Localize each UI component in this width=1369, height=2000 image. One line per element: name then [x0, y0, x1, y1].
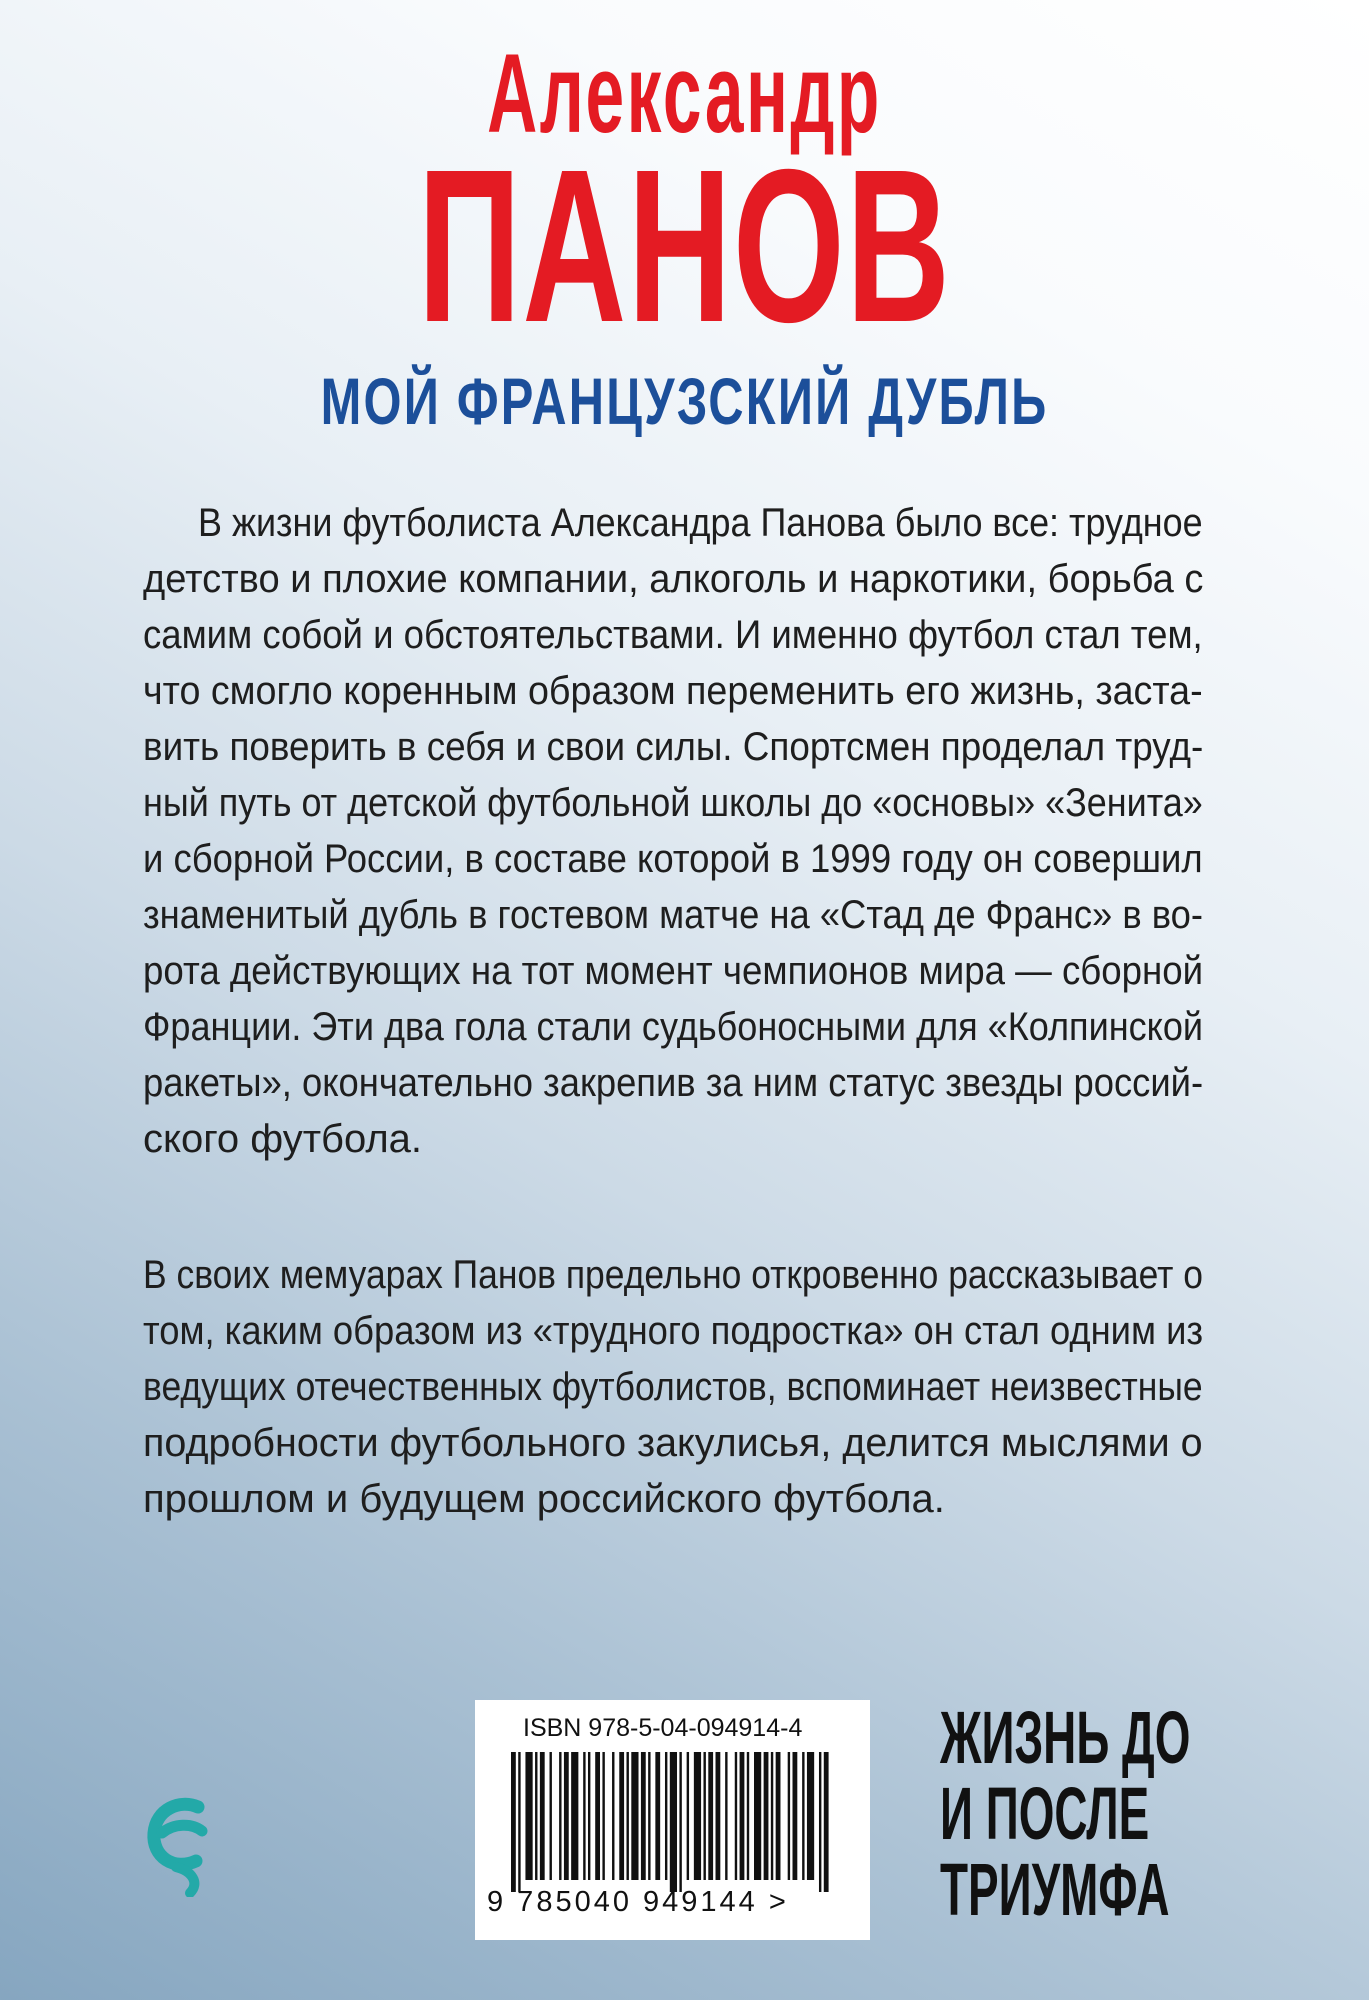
- text-line: прошлом и будущем российского футбола.: [143, 1477, 945, 1521]
- text-line: детство и плохие компании, алкоголь и наркотики, борьба с: [143, 557, 1204, 601]
- author-last-name: ПАНОВ: [417, 125, 952, 368]
- text-line: ный путь от детской футбольной школы до «основы» «Зенита»: [143, 781, 1203, 825]
- barcode-bar: [824, 1752, 829, 1892]
- barcode-icon: [511, 1752, 831, 1892]
- barcode-bar: [716, 1752, 721, 1880]
- barcode-bar: [583, 1752, 585, 1880]
- barcode-bar: [802, 1752, 804, 1880]
- author-first-name: Александр: [487, 31, 882, 156]
- barcode-bar: [588, 1752, 590, 1880]
- barcode-bar: [665, 1752, 667, 1880]
- barcode-bar: [776, 1752, 781, 1880]
- barcode-bar: [740, 1752, 745, 1880]
- publisher-logo-icon: [140, 1787, 220, 1897]
- barcode-bar: [571, 1752, 578, 1880]
- annotation-paragraph-2: [143, 1247, 1203, 1527]
- text-line: ведущих отечественных футболистов, вспоминает неизвестные: [143, 1365, 1203, 1409]
- barcode-bar: [819, 1752, 821, 1892]
- barcode-bar: [694, 1752, 701, 1880]
- isbn-number: ISBN 978-5-04-094914-4: [523, 1714, 803, 1742]
- barcode-bar: [764, 1752, 769, 1880]
- text-line: самим собой и обстоятельствами. И именно футбол стал тем,: [143, 613, 1203, 657]
- barcode-bar: [559, 1752, 561, 1880]
- barcode-bar: [626, 1752, 628, 1880]
- barcode-bar: [535, 1752, 537, 1880]
- text-line: В своих мемуарах Панов предельно откровенно рассказывает о: [143, 1253, 1203, 1297]
- barcode-bar: [612, 1752, 614, 1880]
- text-line: Франции. Эти два гола стали судьбоносными для «Колпинской: [143, 1005, 1204, 1049]
- barcode-bar: [708, 1752, 713, 1880]
- barcode-bar: [793, 1752, 798, 1880]
- barcode-bar: [735, 1752, 737, 1880]
- barcode-bar: [648, 1752, 650, 1880]
- barcode-bar: [807, 1752, 814, 1880]
- barcode-bar: [679, 1752, 681, 1892]
- barcode-bar: [754, 1752, 761, 1880]
- isbn-barcode-box: [475, 1700, 870, 1940]
- barcode-bar: [619, 1752, 624, 1880]
- barcode-bar: [564, 1752, 569, 1880]
- barcode-bar: [655, 1752, 660, 1880]
- text-line: рота действующих на тот момент чемпионов мира — сборной: [143, 949, 1204, 993]
- barcode-bar: [747, 1752, 749, 1880]
- barcode-bar: [602, 1752, 604, 1880]
- annotation-paragraph-1: [143, 495, 1203, 1167]
- barcode-bar: [771, 1752, 773, 1880]
- barcode-bar: [518, 1752, 520, 1892]
- slogan-line: ЖИЗНЬ ДО: [940, 1696, 1191, 1779]
- text-line: подробности футбольного закулисья, делится мыслями о: [143, 1421, 1203, 1465]
- barcode-bar: [641, 1752, 646, 1880]
- text-line: ракеты», окончательно закрепив за ним статус звезды россий-: [143, 1061, 1204, 1105]
- barcode-digits: 9 785040 949144 >: [487, 1886, 789, 1918]
- slogan-line: И ПОСЛЕ: [940, 1772, 1150, 1855]
- text-line: ского футбола.: [143, 1117, 423, 1161]
- barcode-bar: [511, 1752, 516, 1892]
- slogan-line: ТРИУМФА: [940, 1848, 1170, 1931]
- barcode-bar: [703, 1752, 705, 1880]
- slogan: [940, 1696, 1220, 1931]
- barcode-bar: [595, 1752, 600, 1880]
- barcode-bar: [788, 1752, 790, 1880]
- text-line: что смогло коренным образом переменить его жизнь, заста-: [143, 669, 1203, 713]
- barcode-bar: [670, 1752, 677, 1892]
- barcode-bar: [631, 1752, 638, 1880]
- text-line: знаменитый дубль в гостевом матче на «Стад де Франс» в во-: [143, 893, 1203, 937]
- text-line: и сборной России, в составе которой в 1999 году он совершил: [143, 837, 1203, 881]
- barcode-bar: [725, 1752, 727, 1880]
- text-line: В жизни футболиста Александра Панова было все: трудное: [198, 501, 1203, 545]
- book-title: МОЙ ФРАНЦУЗСКИЙ ДУБЛЬ: [320, 364, 1049, 438]
- barcode-bar: [550, 1752, 552, 1880]
- barcode-bar: [540, 1752, 545, 1880]
- text-line: том, каким образом из «трудного подростка» он стал одним из: [143, 1309, 1204, 1353]
- text-line: вить поверить в себя и свои силы. Спортсмен проделал труд-: [143, 725, 1204, 769]
- barcode-bar: [687, 1752, 689, 1880]
- barcode-bar: [525, 1752, 532, 1880]
